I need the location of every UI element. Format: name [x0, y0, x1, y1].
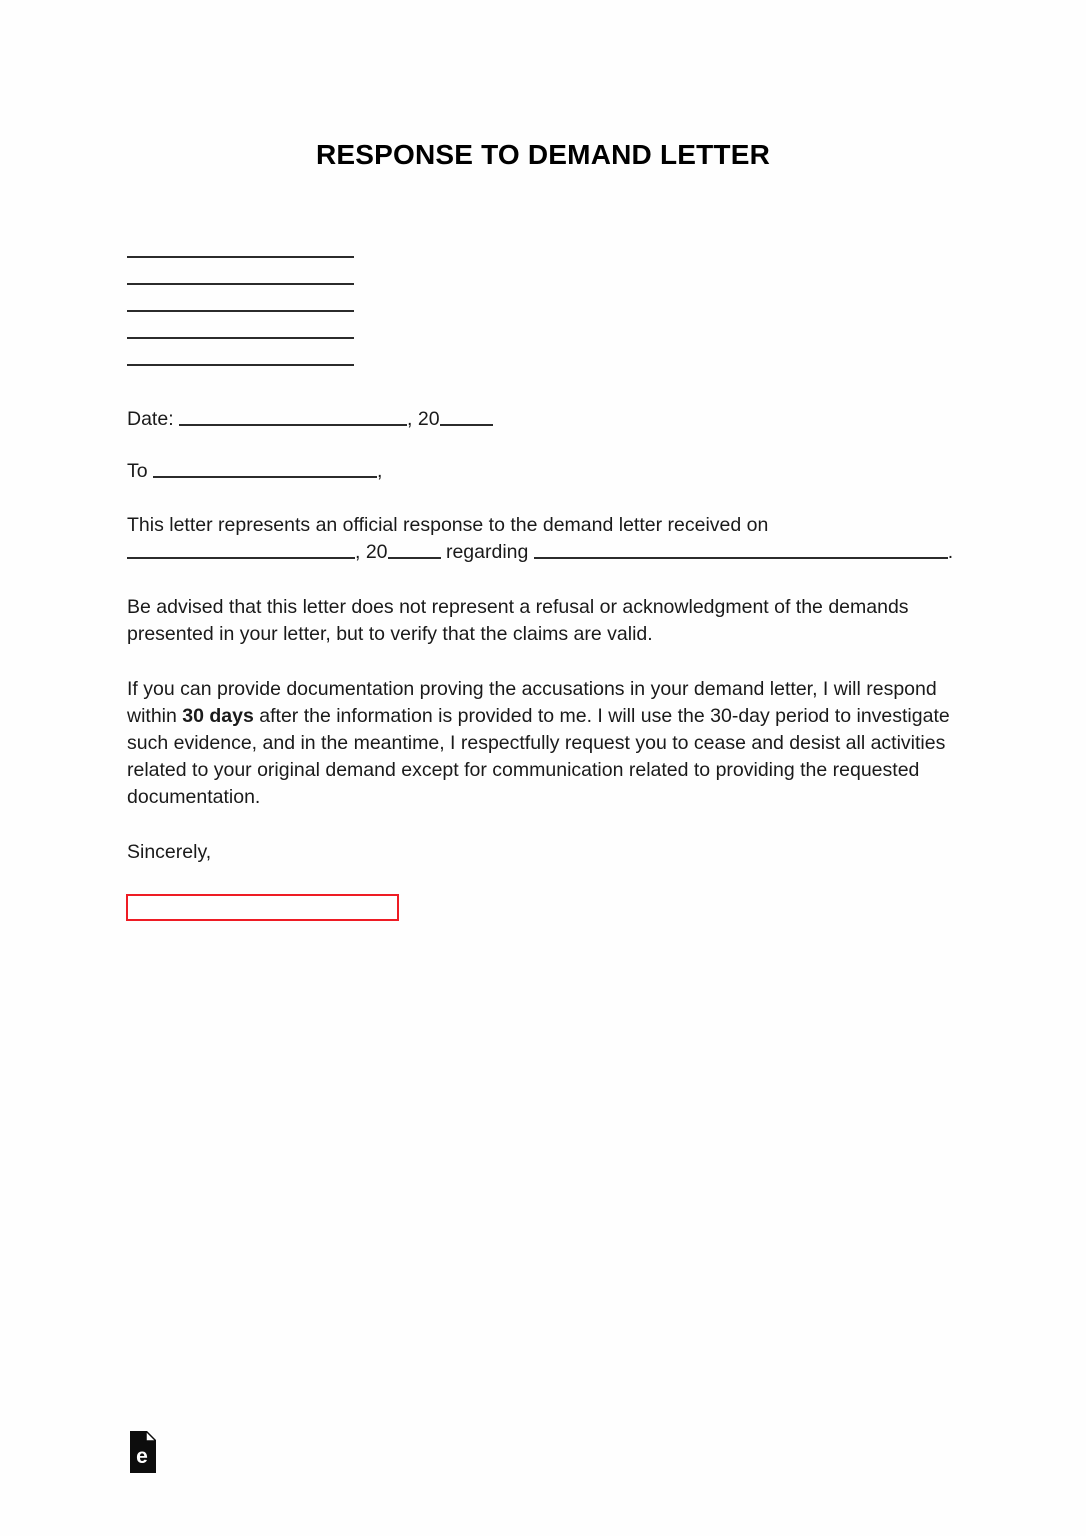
- sender-address-line-5[interactable]: [127, 348, 367, 375]
- sender-address-line-4[interactable]: [127, 321, 367, 348]
- date-year-prefix: , 20: [407, 408, 440, 430]
- eforms-document-icon: [130, 1431, 156, 1473]
- date-label: Date:: [127, 408, 174, 430]
- paragraph-be-advised: Be advised that this letter does not represent a refusal or acknowledgment of the demands presented in your letter, but to verify that the claims are valid.: [127, 596, 909, 645]
- sender-address-block: [127, 240, 367, 375]
- received-year-prefix: , 20: [355, 541, 388, 563]
- recipient-blank-field[interactable]: [153, 458, 377, 478]
- date-year-blank-field[interactable]: [440, 406, 493, 426]
- signature-field[interactable]: [126, 894, 399, 921]
- received-year-blank-field[interactable]: [388, 539, 441, 559]
- recipient-label: To: [127, 460, 148, 482]
- paragraph-3-part-1: If you can provide documentation proving the accusations in your demand letter, I will respond within: [127, 678, 937, 727]
- paragraph-3-part-2: after the information is provided to me. I will use the 30-day period to investigate such evidence, and in the meantime, I respectfully request you to cease and desist all activities related to your original demand except for communication related to providing the requested documentation.: [127, 705, 950, 808]
- recipient-trailing-comma: ,: [377, 460, 383, 482]
- sender-address-line-3[interactable]: [127, 294, 367, 321]
- paragraph-received-on: [127, 512, 959, 566]
- date-blank-field[interactable]: [179, 406, 407, 426]
- subject-blank-field[interactable]: [534, 539, 948, 559]
- letter-body: [127, 406, 959, 866]
- paragraph-3-bold-term: 30 days: [182, 705, 254, 727]
- svg-text:e: e: [136, 1445, 148, 1468]
- paragraph-documentation-request: [127, 676, 959, 811]
- closing-salutation: Sincerely,: [127, 841, 212, 863]
- sender-address-line-2[interactable]: [127, 267, 367, 294]
- recipient-line: [127, 458, 959, 485]
- paragraph-1-lead-text: This letter represents an official response to the demand letter received on: [127, 514, 769, 536]
- date-line: [127, 406, 959, 433]
- received-date-blank-field[interactable]: [127, 539, 355, 559]
- paragraph-1-period: .: [947, 541, 954, 563]
- page-title: RESPONSE TO DEMAND LETTER: [315, 139, 771, 170]
- sender-address-line-1[interactable]: [127, 240, 367, 267]
- regarding-label: regarding: [445, 541, 529, 563]
